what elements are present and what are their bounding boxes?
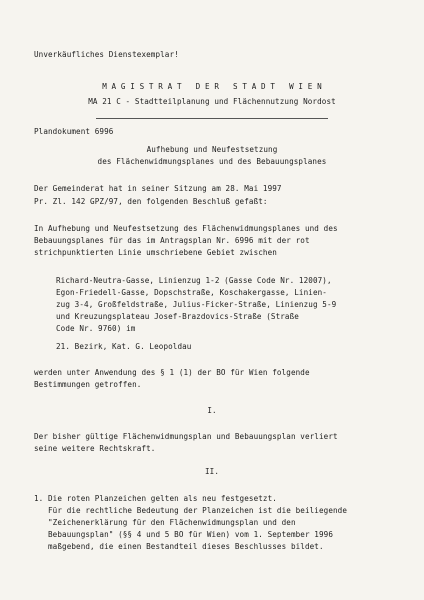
stamp-text: Unverkäufliches Dienstexemplar! [34,50,179,59]
section-2-line: maßgebend, die einen Bestandteil dieses Beschlusses bildet. [34,542,324,551]
paragraph-line: strichpunktierten Linie umschriebene Gebiet zwischen [34,248,277,257]
section-2-line: "Zeichenerklärung für den Flächenwidmungsplan und den [34,518,296,527]
plan-document-number: Plandokument 6996 [34,127,114,136]
intro-line: Pr. Zl. 142 GPZ/97, den folgenden Beschluß gefaßt: [34,197,268,206]
heading-line-2: des Flächenwidmungsplanes und des Bebauungsplanes [97,157,327,166]
area-line: 21. Bezirk, Kat. G. Leopoldau [56,342,192,351]
paragraph-line: werden unter Anwendung des § 1 (1) der BO für Wien folgende [34,368,310,377]
section-numeral-1: I. [207,406,217,415]
section-1-line: Der bisher gültige Flächenwidmungsplan und Bebauungsplan verliert [34,432,338,441]
intro-line: Der Gemeinderat hat in seiner Sitzung am 28. Mai 1997 [34,184,282,193]
header-rule [96,118,328,119]
section-1-line: seine weitere Rechtskraft. [34,444,156,453]
section-2-line: 1. Die roten Planzeichen gelten als neu festgesetzt. [34,494,277,503]
area-line: zug 3-4, Großfeldstraße, Julius-Ficker-Straße, Linienzug 5-9 [56,300,337,309]
header-department: MA 21 C - Stadtteilplanung und Flächennutzung Nordost [88,97,336,106]
paragraph-line: Bebauungsplanes für das im Antragsplan Nr. 6996 mit der rot [34,236,310,245]
area-line: und Kreuzungsplateau Josef-Brazdovics-Straße (Straße [56,312,299,321]
section-2-line: Bebauungsplan" (§§ 4 und 5 BO für Wien) vom 1. September 1996 [34,530,333,539]
header-title: M A G I S T R A T D E R S T A D T W I E N [102,82,322,91]
area-line: Code Nr. 9760) im [56,324,136,333]
heading-line-1: Aufhebung und Neufestsetzung [146,145,278,154]
paragraph-line: Bestimmungen getroffen. [34,380,142,389]
section-2-line: Für die rechtliche Bedeutung der Planzeichen ist die beiliegende [34,506,348,515]
section-numeral-2: II. [204,467,219,476]
paragraph-line: In Aufhebung und Neufestsetzung des Flächenwidmungsplanes und des [34,224,338,233]
area-line: Egon-Friedell-Gasse, Dopschstraße, Koschakergasse, Linien- [56,288,327,297]
area-line: Richard-Neutra-Gasse, Linienzug 1-2 (Gasse Code Nr. 12007), [56,276,332,285]
